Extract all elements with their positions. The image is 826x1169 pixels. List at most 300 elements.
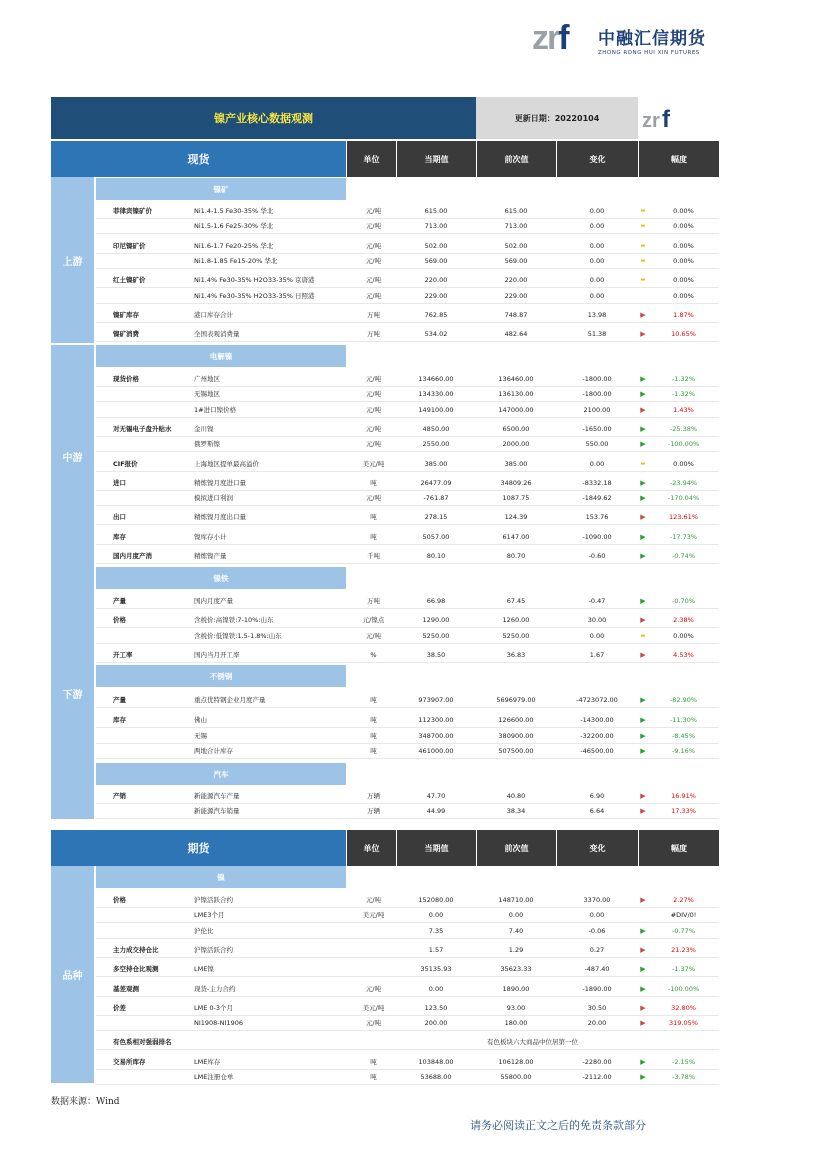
column-header-current: 当期值 [396,830,476,866]
row-chg: -0.47 [588,597,606,605]
row-name: 产量 [113,597,126,605]
row-pct: 21.23% [671,945,696,954]
row-pct: 32.80% [671,1003,696,1012]
row-prev: 35623.33 [500,965,532,974]
row-prev: 147000.00 [498,405,534,414]
trend-down-icon: ▶ [640,716,646,725]
row-divider [96,417,719,418]
row-cur: 7.35 [428,926,444,935]
table-row [51,804,719,818]
row-cur: 1290.00 [422,616,450,625]
table-row [51,254,719,268]
row-description: Ni1.8-1.85 Fe15-20% 华北 [194,256,278,265]
trend-up-icon: ▶ [640,945,646,954]
row-pct: 1.87% [673,310,694,319]
row-divider [96,471,719,472]
row-unit: 吨 [370,696,377,704]
row-cur: 5057.00 [422,532,450,541]
row-prev: 180.00 [504,1019,528,1028]
row-prev: 220.00 [504,276,528,285]
row-prev: 482.64 [504,330,528,339]
row-prev: 93.00 [506,1003,526,1012]
row-chg: 0.00 [589,459,605,468]
row-description: 沪镍活跃合约 [194,896,233,904]
row-chg: 0.00 [589,256,605,265]
row-unit: 元/吨 [365,440,382,449]
row-unit: 万辆 [367,792,380,800]
row-pct: 10.65% [671,330,696,339]
row-chg: 20.00 [587,1019,607,1028]
row-unit: 元/吨 [365,390,382,399]
row-description: 重点优特钢企业月度产量 [194,696,266,704]
row-cur: 103848.00 [418,1057,454,1066]
row-pct: 4.53% [673,650,694,659]
table-row [51,893,719,907]
row-description: 新能源汽车销量 [194,807,240,816]
table-row [51,1016,719,1030]
row-divider [96,268,719,269]
row-unit: 吨 [370,1057,377,1066]
row-description: LME库存 [194,1057,221,1066]
row-unit: % [370,650,377,659]
table-row [51,457,719,471]
row-unit: 万吨 [367,310,380,319]
row-unit: 元/吨 [365,222,382,231]
row-prev: 0.00 [508,911,524,920]
row-divider [96,563,719,564]
row-pct: -23.94% [669,478,698,487]
row-chg: -1849.62 [582,494,612,503]
row-divider [96,544,719,545]
row-description: 无锡地区 [194,390,220,399]
row-unit: 美元/吨 [362,459,385,468]
row-pct: 1.43% [673,405,694,414]
row-name: 镍矿库存 [113,310,139,319]
row-prev: 502.00 [504,241,528,250]
column-header-unit: 单位 [346,141,396,177]
trend-down-icon: ▶ [640,965,646,974]
row-pct: 0.00% [673,207,694,215]
trend-down-icon: ▶ [640,552,646,560]
row-prev: 5250.00 [502,631,530,640]
row-name: 库存 [113,716,126,725]
row-description: 全国表观消费量 [194,330,240,339]
table-row [51,982,719,996]
row-cur: 80.10 [426,552,446,560]
table-row [51,491,719,505]
logo-mark: zrf [532,19,568,57]
row-unit: 元/吨 [365,276,382,285]
trend-up-icon: ▶ [640,330,646,339]
row-chg: 0.00 [589,241,605,250]
row-chg: 3370.00 [583,896,611,904]
row-chg: -14300.00 [580,716,614,725]
table-row [51,308,719,322]
row-description: 俄罗斯镍 [194,440,220,449]
row-name: 菲律宾镍矿价 [113,207,152,215]
row-chg: 2100.00 [583,405,611,414]
row-chg: 0.00 [589,207,605,215]
row-cur: 44.99 [426,807,446,816]
row-chg: -2280.00 [582,1057,612,1066]
update-date: 更新日期：20220104 [476,97,638,139]
row-chg: -487.40 [584,965,610,974]
row-pct: -1.37% [672,965,695,974]
row-description: LME 0-3个月 [194,1003,234,1012]
row-unit: 吨 [370,532,377,541]
row-pct: 319.05% [669,1019,698,1028]
svg-text:f: f [662,106,670,133]
column-header-pct: 幅度 [638,141,719,177]
spot-group-2: 下游 [51,567,94,819]
row-chg: 30.00 [587,616,607,625]
row-name: 有色系相对强弱排名 [113,1038,172,1047]
row-prev: 1260.00 [502,616,530,625]
row-name: 印尼镍矿价 [113,241,146,250]
row-description: 沪伦比 [194,926,214,935]
row-pct: -9.16% [672,746,695,755]
spot-section-0-0: 镍矿 [96,178,346,200]
row-cur: 134330.00 [418,390,454,399]
row-description: 沪镍活跃合约 [194,945,233,954]
row-pct: 0.00% [673,291,694,300]
row-prev: 7.40 [508,926,524,935]
row-description: 现货-主力合约 [194,984,236,993]
logo-english-name: ZHONG RONG HUI XIN FUTURES [598,50,700,56]
row-unit: 万辆 [367,807,380,816]
table-row [51,1055,719,1069]
trend-up-icon: ▶ [640,616,646,625]
column-header-previous: 前次值 [476,141,556,177]
trend-up-icon: ▶ [640,650,646,659]
column-header-pct: 幅度 [638,830,719,866]
row-divider [96,524,719,525]
header-logo [638,97,719,139]
row-description: 港口库存合计 [194,310,233,319]
row-name: 基差观测 [113,984,139,993]
row-chg: 30.50 [587,1003,607,1012]
row-name: 价格 [113,896,126,904]
row-description: NI1908-NI1906 [194,1019,243,1028]
row-chg: 6.90 [589,792,605,800]
row-chg: 13.98 [587,310,607,319]
trend-down-icon: ▶ [640,731,646,740]
row-cur: 0.00 [428,911,444,920]
row-name: 主力成交持仓比 [113,945,159,954]
nickel-data-table [51,97,719,1083]
futures-section-0-0: 镍 [96,866,346,888]
row-description: 精炼镍产量 [194,552,227,560]
svg-text:zr: zr [642,110,660,132]
spot-section-2-0: 镍铁 [96,567,346,589]
row-prev: 1890.00 [502,984,530,993]
row-cur: 5250.00 [422,631,450,640]
trend-up-icon: ▶ [640,310,646,319]
table-row [51,924,719,938]
row-prev: 6147.00 [502,532,530,541]
row-name: 产量 [113,696,126,704]
row-name: 红土镍矿价 [113,276,146,285]
row-chg: -8332.18 [582,478,612,487]
row-prev: 385.00 [504,459,528,468]
table-row [51,422,719,436]
row-chg: 51.38 [587,330,607,339]
row-chg: -1890.00 [582,984,612,993]
table-row [51,476,719,490]
row-unit: 吨 [370,478,377,487]
row-divider [96,938,719,939]
row-description: 广州地区 [194,375,220,383]
row-unit: 元/吨 [365,631,382,640]
table-row [51,613,719,627]
row-chg: 0.00 [589,291,605,300]
row-chg: -4723072.00 [576,696,618,704]
row-prev: 136460.00 [498,375,534,383]
row-cur: 220.00 [424,276,448,285]
row-unit: 元/吨 [365,424,382,433]
row-description: Ni1.5-1.6 Fe25-30% 华北 [194,222,274,231]
row-cur: 278.15 [424,513,448,522]
disclaimer-link[interactable]: 请务必阅读正文之后的免责条款部分 [470,1119,646,1132]
row-unit: 元/吨 [365,494,382,503]
trend-flat-icon: ▬ [640,632,646,639]
spot-header-row [51,141,719,177]
column-header-current: 当期值 [396,141,476,177]
column-header-previous: 前次值 [476,830,556,866]
row-prev: 380900.00 [498,731,534,740]
row-divider [96,957,719,958]
futures-header-title: 期货 [51,830,346,866]
table-row [51,327,719,341]
row-prev: 1087.75 [502,494,530,503]
table-row [51,239,719,253]
row-chg: 0.00 [589,276,605,285]
row-chg: 1.67 [589,650,605,659]
row-name: CIF报价 [113,459,138,468]
row-divider [96,643,719,644]
table-row [51,713,719,727]
trend-down-icon: ▶ [640,390,646,399]
row-prev: 615.00 [504,207,528,215]
row-chg: -32200.00 [580,731,614,740]
trend-flat-icon: ▬ [640,223,646,230]
trend-flat-icon: ▬ [640,277,646,284]
row-chg: -0.60 [588,552,606,560]
table-row [51,629,719,643]
row-name: 多空持仓比观测 [113,965,159,974]
row-unit: 万吨 [367,330,380,339]
table-row [51,372,719,386]
row-prev: 1.29 [508,945,524,954]
table-row [51,437,719,451]
row-name: 产销 [113,792,126,800]
row-unit: 元/吨 [365,405,382,414]
table-row [51,403,719,417]
row-unit: 元/镍点 [362,616,385,625]
table-row [51,729,719,743]
row-unit: 美元/吨 [362,1003,385,1012]
row-pct: 0.00% [673,222,694,231]
row-description: 精炼镍月度进口量 [194,478,246,487]
table-row [51,693,719,707]
row-unit: 元/吨 [365,375,382,383]
row-divider [96,233,719,234]
row-cur: 973907.00 [418,696,454,704]
row-pct: -100.00% [667,984,700,993]
row-pct: -170.04% [667,494,700,503]
trend-down-icon: ▶ [640,696,646,704]
row-divider [96,1030,719,1031]
row-cur: 385.00 [424,459,448,468]
mini-logo-icon [638,97,719,139]
row-prev: 80.70 [506,552,526,560]
row-divider [96,818,719,819]
row-chg: -1800.00 [582,375,612,383]
row-pct: #DIV/0! [670,911,697,920]
trend-up-icon: ▶ [640,896,646,904]
row-unit: 元/吨 [365,207,382,215]
row-description: 精炼镍月度出口量 [194,513,246,522]
trend-down-icon: ▶ [640,478,646,487]
row-chg: 0.00 [589,911,605,920]
row-chg: -46500.00 [580,746,614,755]
table-row [51,273,719,287]
row-prev: 5696979.00 [496,696,536,704]
trend-flat-icon: ▬ [640,460,646,467]
row-divider [96,1084,719,1085]
table-row [51,289,719,303]
row-name: 交易所库存 [113,1057,146,1066]
row-description: 含税价:高镍铁:7-10%:山东 [194,616,274,625]
row-cur: 47.70 [426,792,446,800]
row-cur: 149100.00 [418,405,454,414]
spot-section-1-0: 电解镍 [96,345,346,367]
row-unit: 千吨 [367,552,380,560]
column-header-change: 变化 [556,830,638,866]
row-unit: 元/吨 [365,256,382,265]
row-chg: -1090.00 [582,532,612,541]
trend-flat-icon: ▬ [640,257,646,264]
row-unit: 吨 [370,513,377,522]
row-pct: -3.78% [672,1073,695,1081]
row-prev: 713.00 [504,222,528,231]
row-prev: 36.83 [506,650,526,659]
row-note: 有色板块六大商品中位居第一位 [487,1038,578,1047]
row-cur: 534.02 [424,330,448,339]
row-prev: 569.00 [504,256,528,265]
column-header-change: 变化 [556,141,638,177]
row-prev: 38.34 [506,807,526,816]
trend-up-icon: ▶ [640,405,646,414]
trend-down-icon: ▶ [640,746,646,755]
row-divider [96,451,719,452]
row-pct: -1.32% [672,375,695,383]
trend-down-icon: ▶ [640,375,646,383]
row-chg: -1800.00 [582,390,612,399]
row-description: LME3个月 [194,911,225,920]
row-name: 价差 [113,1003,126,1012]
table-row [51,549,719,563]
row-pct: 0.00% [673,631,694,640]
table-row [51,908,719,922]
trend-up-icon: ▶ [640,807,646,816]
row-prev: 507500.00 [498,746,534,755]
row-prev: 148710.00 [498,896,534,904]
row-cur: 123.50 [424,1003,448,1012]
row-description: 无锡 [194,731,207,740]
trend-down-icon: ▶ [640,532,646,541]
row-pct: -82.90% [669,696,698,704]
row-name: 国内月度产消 [113,552,152,560]
row-description: LME镍 [194,965,214,974]
table-row [51,219,719,233]
table-row [51,789,719,803]
row-cur: 4850.00 [422,424,450,433]
row-cur: 200.00 [424,1019,448,1028]
trend-up-icon: ▶ [640,513,646,522]
row-prev: 106128.00 [498,1057,534,1066]
row-cur: 713.00 [424,222,448,231]
row-divider [96,976,719,977]
row-description: Ni1.6-1.7 Fe20-25% 华北 [194,241,274,250]
row-unit: 万吨 [367,597,380,605]
trend-down-icon: ▶ [640,984,646,993]
row-chg: 550.00 [585,440,609,449]
row-divider [96,758,719,759]
table-title: 镍产业核心数据观测 [51,97,476,139]
row-cur: 38.50 [426,650,446,659]
row-chg: -1650.00 [582,424,612,433]
row-unit: 吨 [370,716,377,725]
row-divider [96,996,719,997]
data-source: 数据来源：Wind [51,1097,120,1107]
spot-header-title: 现货 [51,141,346,177]
table-row [51,530,719,544]
row-description: 国内月度产量 [194,597,233,605]
row-description: 国内当月开工率 [194,650,240,659]
row-description: 上海地区提单最高溢价 [194,459,259,468]
row-pct: -2.15% [672,1057,695,1066]
row-unit: 美元/吨 [362,911,385,920]
spot-group-1: 中游 [51,345,94,567]
row-unit: 元/吨 [365,291,382,300]
row-pct: 16.91% [671,792,696,800]
row-description: 模拟进口利润 [194,494,233,503]
row-pct: 0.00% [673,459,694,468]
row-prev: 748.87 [504,310,528,319]
row-prev: 34809.26 [500,478,532,487]
trend-flat-icon: ▬ [640,208,646,214]
row-description: Ni1.4% Fe30-35% H2O33-35% 日照港 [194,291,315,300]
row-cur: 2550.00 [422,440,450,449]
row-pct: -25.38% [669,424,698,433]
trend-down-icon: ▶ [640,597,646,605]
row-prev: 126600.00 [498,716,534,725]
row-cur: -761.87 [423,494,449,503]
row-cur: 615.00 [424,207,448,215]
row-description: 含税价:低镍铁:1.5-1.8%:山东 [194,631,282,640]
row-cur: 502.00 [424,241,448,250]
trend-up-icon: ▶ [640,1003,646,1012]
row-name: 镍矿消费 [113,330,139,339]
row-description: 镍库存小计 [194,532,227,541]
row-cur: 134660.00 [418,375,454,383]
logo-chinese-name: 中融汇信期货 [598,29,706,49]
row-chg: 0.00 [589,222,605,231]
row-cur: 152080.00 [418,896,454,904]
row-cur: 1.57 [428,945,444,954]
row-pct: -8.45% [672,731,695,740]
